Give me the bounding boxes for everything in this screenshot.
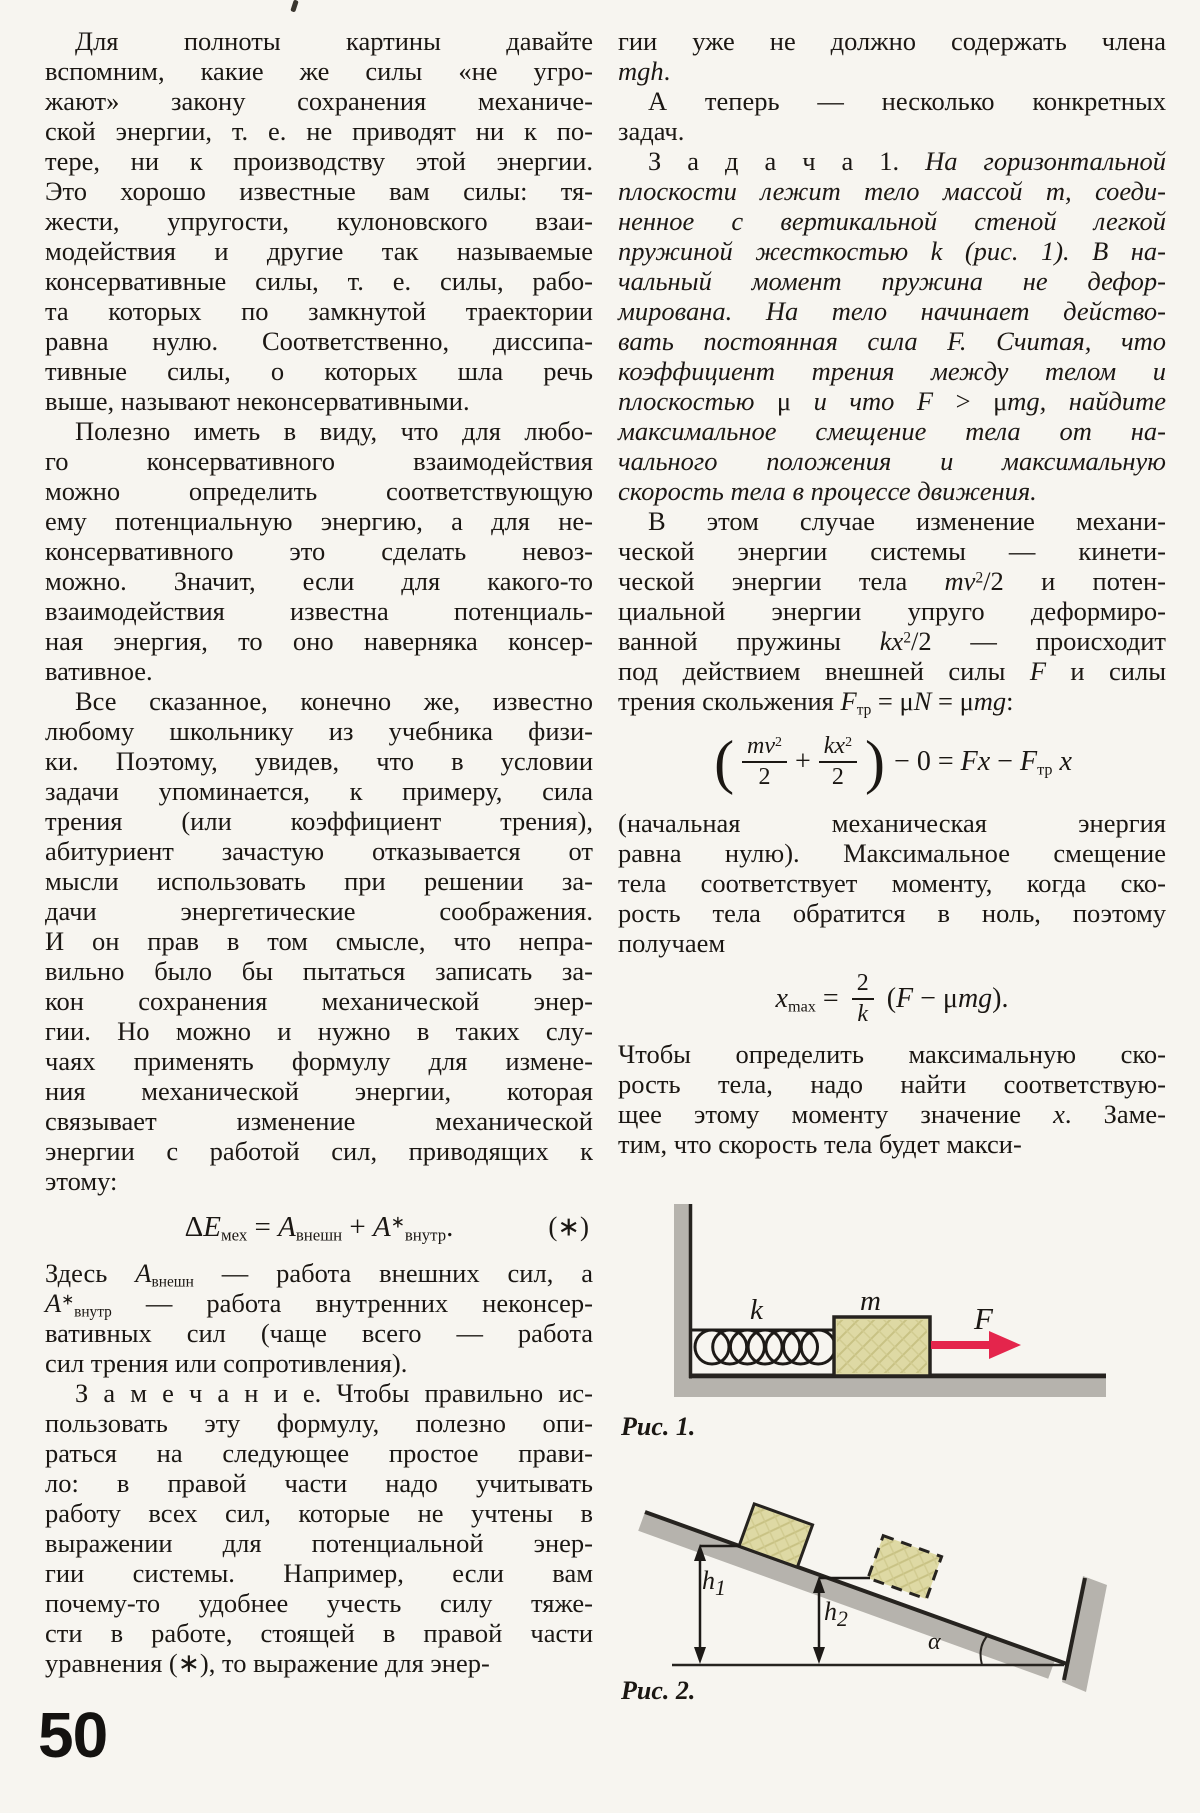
block-displaced-position-dashed [868,1536,942,1599]
text-line: кон сохранения механической энер- [45,986,593,1016]
left-column [45,26,593,1678]
text-line: Все сказанное, конечно же, известно [75,686,593,716]
text-line: максимальное смещение тела от на- [618,416,1166,446]
text-line: консервативного это сделать невоз- [45,536,593,566]
text-line: дачи энергетические соображения. [45,896,593,926]
text-line: трения скольжения $F_{тр} = \mu N = \mu mg$: [618,686,1014,719]
text-line: консервативные силы, т. е. силы, рабо- [45,266,593,296]
text-line: равна нулю. Соответственно, диссипа- [45,326,593,356]
height-2-label: $h_2$ [824,1597,848,1632]
text-line: равна нулю). Максимальное смещение [618,838,1166,868]
text-line: чального положения и максимальную [618,446,1166,476]
formula-work-energy: ( $\frac{mv^2}{2}$ + $\frac{kx^2}{2}$ ) − $0 = Fx - F_{тр}$ x [714,729,1072,795]
text-line: рость тела, надо найти соответствую- [618,1069,1166,1099]
formula-text: $x_{max}$ = [775,982,846,1016]
text-line: уравнения (∗), то выражение для энер- [45,1648,490,1678]
mass-label: m [860,1285,881,1317]
upturned-lip [1062,1576,1107,1692]
text-line: ской энергии, т. е. не приводят ни к по- [45,116,593,146]
text-line: Это хорошо известные вам силы: тя- [45,176,593,206]
text-line: плоскостью μ и что F > μmg, найдите [618,386,1167,416]
text-line: $A^∗_{внутр}$ — работа внутренних неконсер- [45,1288,593,1321]
formula-text: $\Delta E_{мех} = A_{внешн} + A^∗_{внутр}$. [184,1210,454,1245]
text-line: выше, называют неконсервативными. [45,386,470,416]
paragraph [618,1039,1166,1159]
text-line: выражении для потенциальной энер- [45,1528,593,1558]
text-line: гии системы. Например, если вам [45,1558,593,1588]
figure-2-inclined-plane-diagram [615,1480,1185,1740]
text-line: ванной пружины $kx^2/2$ — происходит [618,626,1166,656]
text-line: мысли использовать при решении за- [45,866,593,896]
text-line: mgh. [618,56,671,86]
text-line: ненное с вертикальной стеной легкой [618,206,1166,236]
text-line: З а м е ч а н и е. Чтобы правильно ис- [75,1378,593,1408]
denominator: 2 [758,764,771,790]
text-line: работу всех сил, которые не учтены в [45,1498,593,1528]
text-line: сил трения или сопротивления). [45,1348,408,1378]
text-line: циальной энергии упруго деформиро- [618,596,1166,626]
paragraph [45,1258,593,1378]
paragraph [45,416,593,686]
text-line: можно. Значит, если для какого-то [45,566,593,596]
text-line: рость тела обратится в ноль, поэтому [618,898,1166,928]
text-line: тивные силы, о которых шла речь [45,356,593,386]
text-line: Для полноты картины давайте [75,26,593,56]
fraction [819,733,857,791]
text-line: ческой энергии системы — кинети- [618,536,1166,566]
denominator: k [857,1000,869,1027]
text-line: Полезно иметь в виду, что для любо- [75,416,593,446]
text-line: мирована. На тело начинает действо- [618,296,1166,326]
text-line: В этом случае изменение механи- [648,506,1166,536]
text-line: плоскости лежит тело массой m, соеди- [618,176,1166,206]
mass-block-texture [837,1320,927,1373]
ground [674,1379,1106,1397]
text-line: трения (или коэффициент трения), [45,806,593,836]
text-line: ему потенциальную энергию, а для не- [45,506,593,536]
text-line: гии. Но можно и нужно в таких слу- [45,1016,593,1046]
text-line: под действием внешней силы F и силы [618,656,1167,686]
text-line: этому: [45,1166,118,1196]
text-line: взаимодействия известна потенциаль- [45,596,593,626]
numerator: 2 [852,970,874,1000]
paragraph [618,26,1166,86]
text-line: вильно было бы пытаться записать за- [45,956,593,986]
text-line: ческой энергии тела $mv^2/2$ и потен- [618,566,1166,596]
text-line: вспомним, какие же силы «не угро- [45,56,593,86]
right-column [618,26,1166,1159]
paragraph [618,808,1166,958]
paragraph-problem-statement [618,146,1166,506]
text-line: чаях применять формулу для измене- [45,1046,593,1076]
text-line: Чтобы определить максимальную ско- [618,1039,1166,1069]
text-line: ло: в правой части надо учитывать [45,1468,593,1498]
text-line: раться на следующее простое прави- [45,1438,593,1468]
formula-energy-change [45,1196,593,1258]
text-line: З а д а ч а 1. На горизонтальной [648,146,1166,176]
text-line: вативных сил (чаще всего — работа [45,1318,593,1348]
formula-xmax [618,958,1166,1039]
text-line: И он прав в том смысле, что непра- [45,926,593,956]
paragraph [45,26,593,416]
text-line: жают» закону сохранения механиче- [45,86,593,116]
text-line: пружиной жесткостью k (рис. 1). В на- [618,236,1166,266]
text-line: любому школьнику из учебника физи- [45,716,593,746]
spring-constant-label: k [750,1294,763,1326]
text-line: получаем [618,928,726,958]
text-line: вать постоянная сила F. Считая, что [618,326,1166,356]
spring-icon [692,1330,835,1364]
text-line: ная энергия, то оно наверняка консер- [45,626,593,656]
paragraph [618,86,1166,146]
text-line: абитуриент зачастую отказывается от [45,836,593,866]
text-line: пользовать эту формулу, полезно опи- [45,1408,593,1438]
text-line: модействия и другие так называемые [45,236,593,266]
height-1-label: $h_1$ [702,1566,726,1601]
paragraph [45,686,593,1196]
formula-text: (F − μmg). [879,982,1009,1014]
text-line: жести, упругости, кулоновского взаи- [45,206,593,236]
figure-1-caption: Рис. 1. [621,1412,696,1441]
text-line: задач. [618,116,685,146]
text-line: та которых по замкнутой траектории [45,296,593,326]
text-line: чальный момент пружина не дефор- [618,266,1166,296]
figure-2-caption: Рис. 2. [621,1676,696,1705]
text-line: энергии с работой сил, приводящих к [45,1136,593,1166]
text-line: А теперь — несколько конкретных [648,86,1166,116]
text-line: тим, что скорость тела будет макси- [618,1129,1022,1159]
text-line: гии уже не должно содержать члена [618,26,1166,56]
paragraph [618,506,1167,719]
fraction [742,733,787,791]
text-line: го консервативного взаимодействия [45,446,593,476]
scan-artifact-mark [290,0,298,12]
paragraph [45,1378,593,1678]
text-line: задачи упоминается, к примеру, сила [45,776,593,806]
text-line: можно определить соответствующую [45,476,593,506]
numerator: $kx^2$ [819,733,857,763]
numerator: $mv^2$ [742,733,787,763]
text-line: Здесь $A_{внешн}$ — работа внешних сил, а [45,1258,594,1291]
text-line: тела соответствует моменту, когда ско- [618,868,1166,898]
text-line: сти в работе, стоящей в правой части [45,1618,593,1648]
text-line: коэффициент трения между телом и [618,356,1166,386]
figure-1-spring-block-diagram [615,1195,1160,1445]
page-number: 50 [38,1699,108,1771]
text-line: щее этому моменту значение x. Заме- [618,1099,1166,1129]
text-line: связывает изменение механической [45,1106,593,1136]
text-line: почему-то удобнее учесть силу тяже- [45,1588,593,1618]
force-label: F [974,1301,993,1336]
text-line: (начальная механическая энергия [618,808,1166,838]
text-line: вативное. [45,656,153,686]
denominator: 2 [831,764,844,790]
formula-text: − $0 = Fx - F_{тр}$ x [887,746,1072,779]
equation-tag: (∗) [548,1211,589,1242]
angle-alpha-label: α [928,1629,941,1655]
text-line: тере, ни к производству этой энергии. [45,146,593,176]
text-line: скорость тела в процессе движения. [618,476,1037,506]
plus-sign: + [794,746,811,777]
text-line: ки. Поэтому, увидев, что в условии [45,746,593,776]
fraction [852,970,874,1028]
text-line: ния механической энергии, которая [45,1076,593,1106]
